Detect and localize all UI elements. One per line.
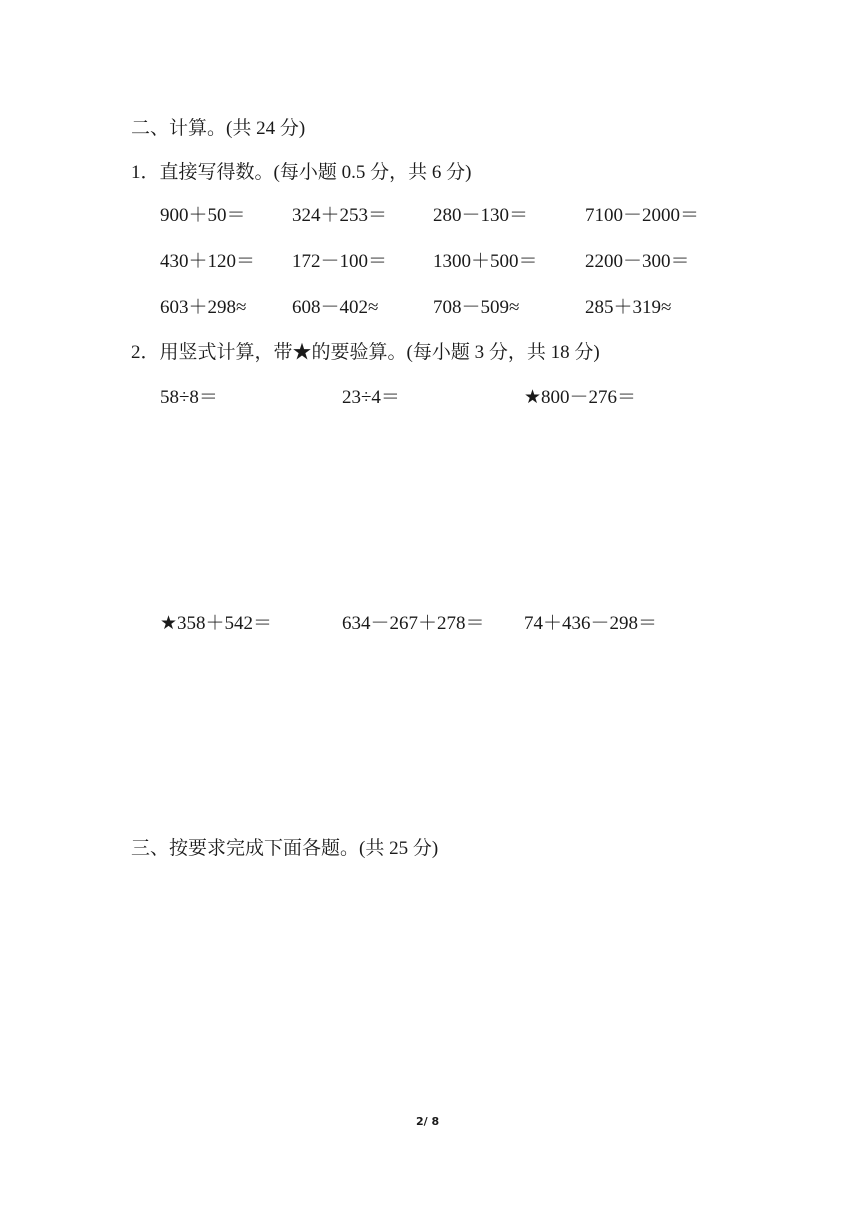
problem-item: 7100－2000＝ [585,205,700,226]
problem-item: 430＋120＝ [160,251,256,272]
problem-item: 1300＋500＝ [433,251,538,272]
problem-item: ★800－276＝ [524,387,637,408]
problem-item: 172－100＝ [292,251,388,272]
problem-item: 708－509≈ [433,297,520,318]
page-number: 2/ 8 [416,1115,440,1128]
problem-item: 74＋436－298＝ [524,613,658,634]
problem-item: 280－130＝ [433,205,529,226]
problem-item: 608－402≈ [292,297,379,318]
problem-item: ★358＋542＝ [160,613,273,634]
section-2-heading: 二、计算。(共 24 分) [131,118,306,139]
problem-item: 603＋298≈ [160,297,247,318]
problem-item: 324＋253＝ [292,205,388,226]
section-3-heading: 三、按要求完成下面各题。(共 25 分) [131,838,439,859]
question-1-title: 1．直接写得数。(每小题 0.5 分，共 6 分) [131,162,472,183]
problem-item: 2200－300＝ [585,251,690,272]
problem-item: 58÷8＝ [160,387,218,408]
problem-item: 23÷4＝ [342,387,400,408]
problem-item: 634－267＋278＝ [342,613,485,634]
question-2-title: 2．用竖式计算，带★的要验算。(每小题 3 分，共 18 分) [131,342,600,363]
problem-item: 900＋50＝ [160,205,246,226]
problem-item: 285＋319≈ [585,297,672,318]
